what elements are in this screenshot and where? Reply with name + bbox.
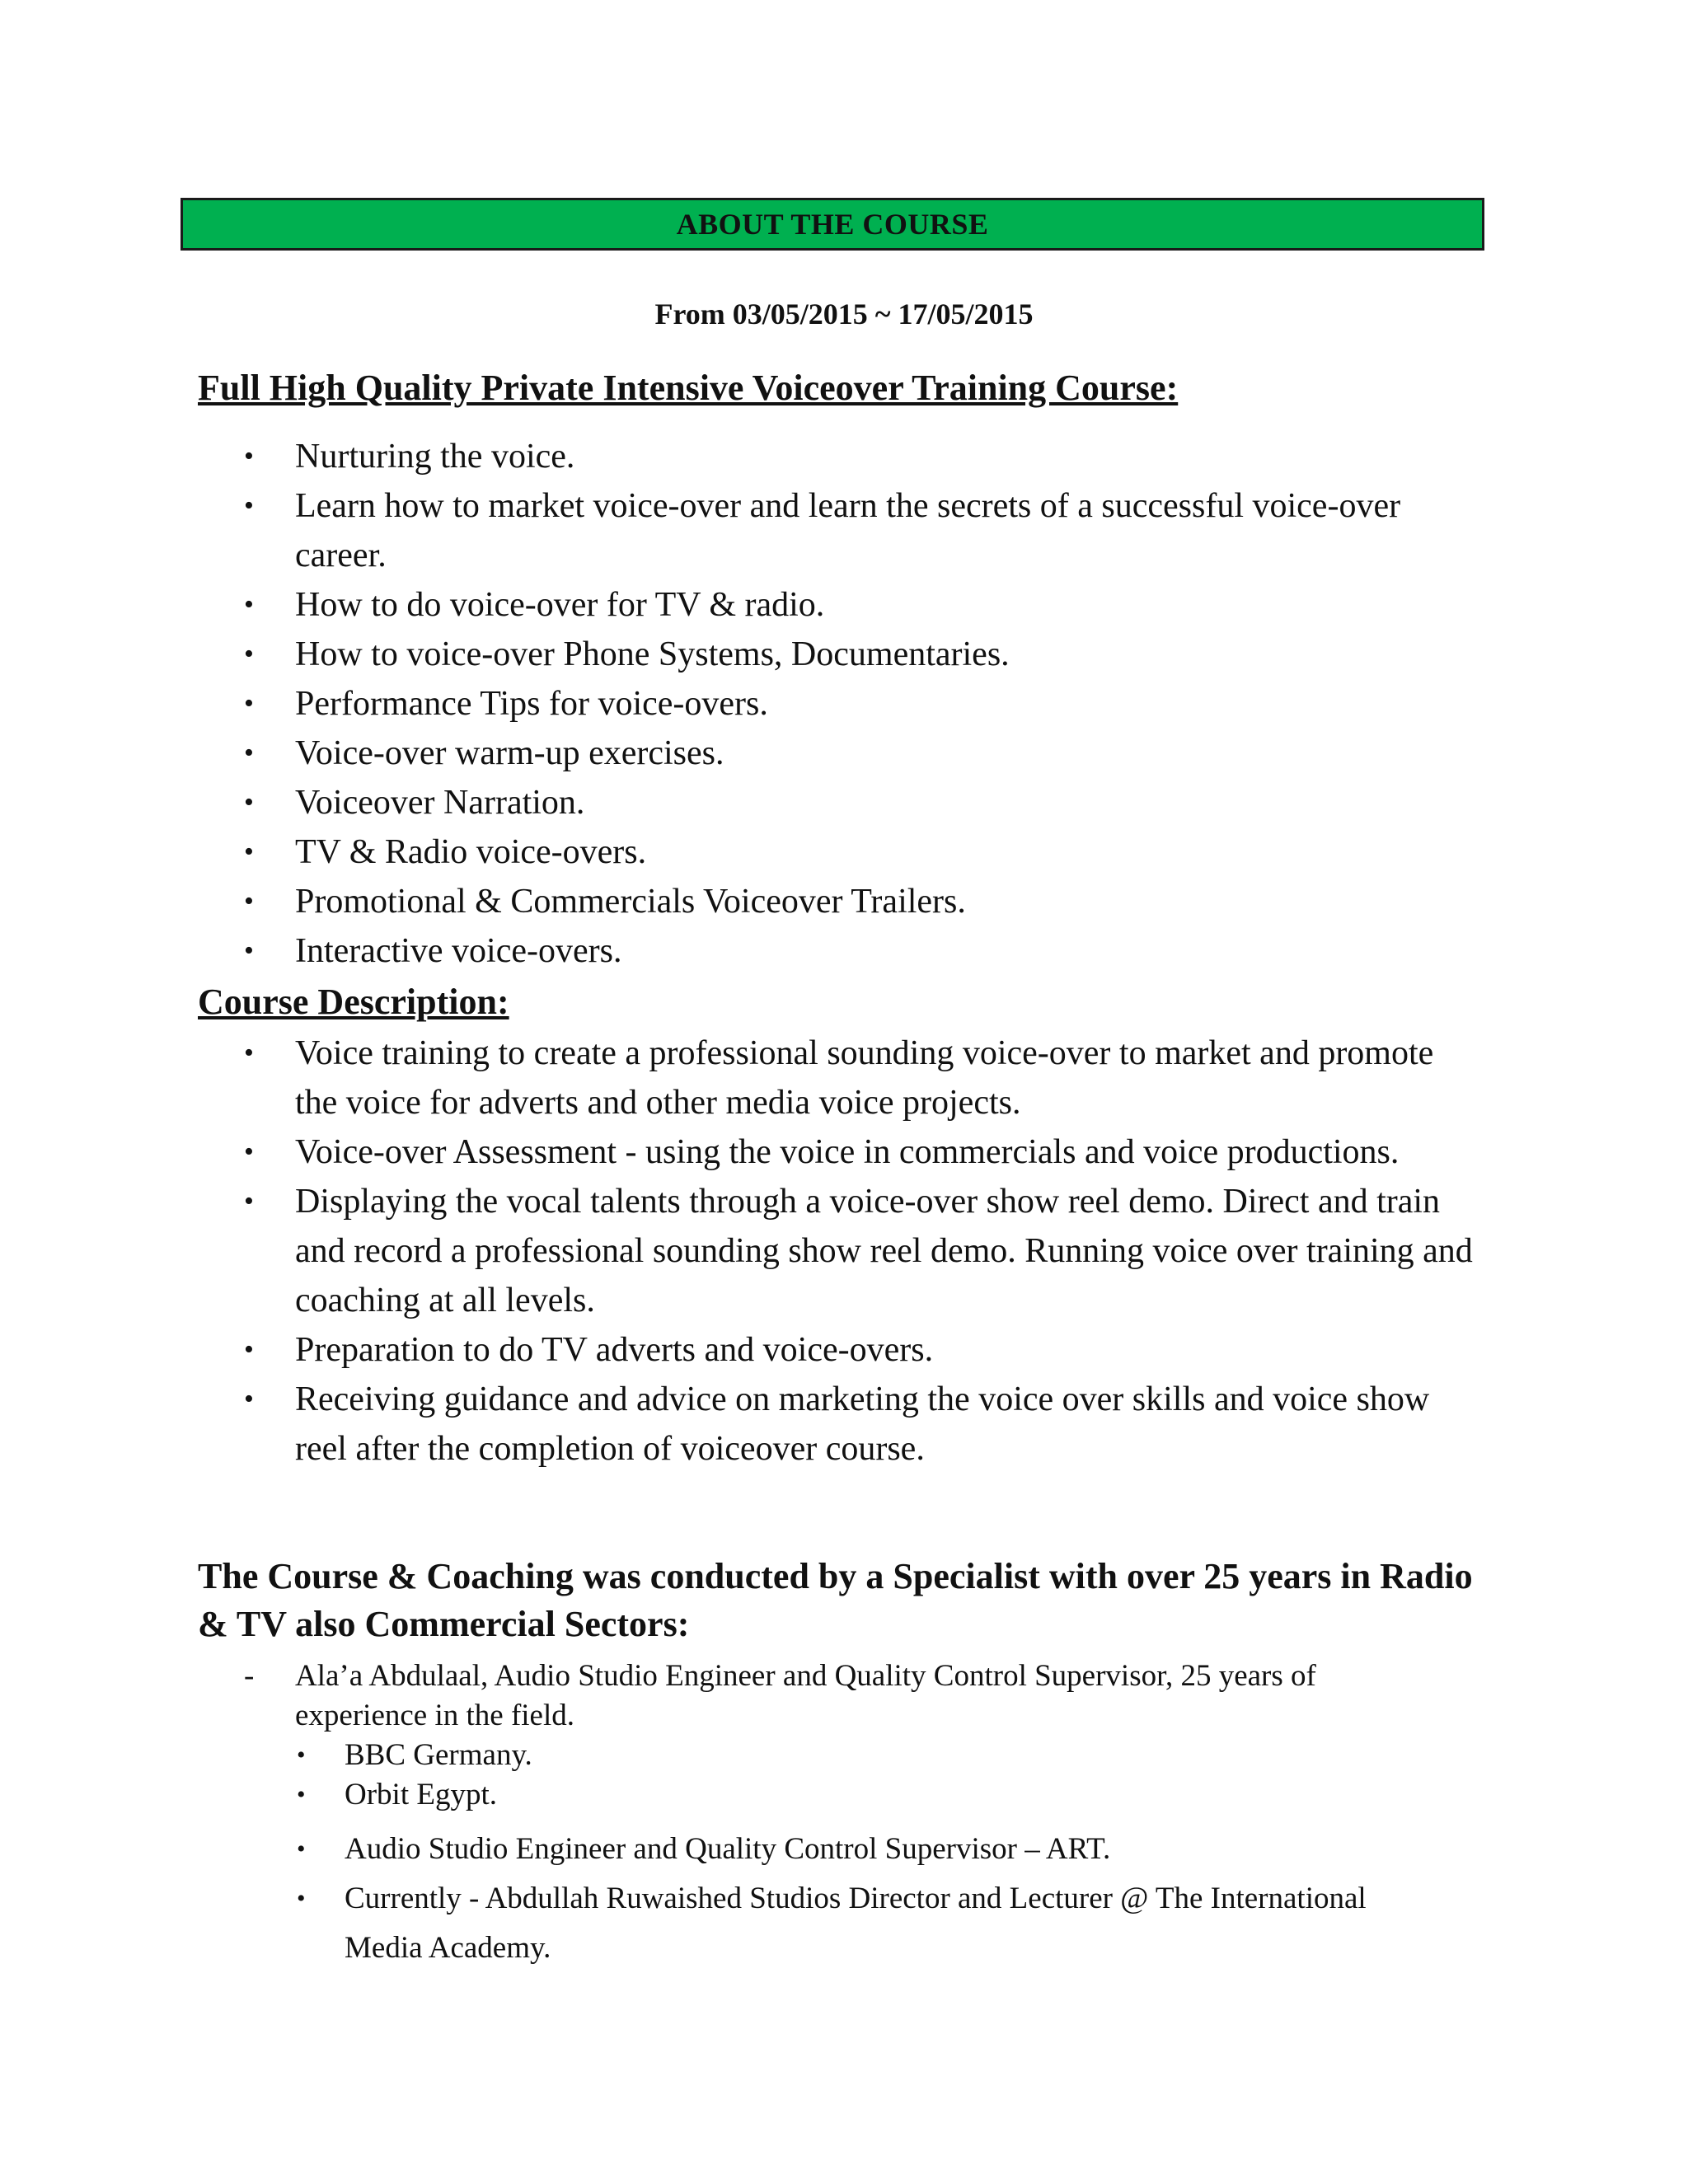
list-item: • Receiving guidance and advice on marketing the voice over skills and voice show reel after the completion of voiceover course.: [0, 1375, 1482, 1474]
bullet-icon: •: [244, 935, 254, 966]
bullet-icon: •: [244, 1186, 254, 1216]
course-date-range: From 03/05/2015 ~ 17/05/2015: [654, 298, 1034, 330]
bullet-icon: •: [244, 1384, 254, 1414]
bullet-icon: •: [244, 738, 254, 768]
list-item: • Voice-over warm-up exercises.: [0, 729, 1482, 778]
list-item: • Currently - Abdullah Ruwaished Studios Director and Lecturer @ The International Media Academy.: [0, 1874, 1449, 1973]
list-item: • Voice training to create a professional sounding voice-over to market and promote the voice for adverts and other media voice projects.: [0, 1029, 1482, 1127]
list-item: • Voice-over Assessment - using the voice in commercials and voice productions.: [0, 1127, 1482, 1177]
bullet-icon: •: [244, 787, 254, 818]
section-banner: [181, 198, 1484, 251]
list-item: • TV & Radio voice-overs.: [0, 827, 1482, 877]
bullet-icon: •: [244, 837, 254, 867]
bullet-icon: •: [244, 441, 254, 471]
list-item: • Audio Studio Engineer and Quality Control Supervisor – ART.: [0, 1825, 1449, 1874]
bullet-icon: •: [297, 1741, 306, 1769]
list-item: • Learn how to market voice-over and learn the secrets of a successful voice-over career.: [0, 481, 1482, 580]
specialist-entry: - Ala’a Abdulaal, Audio Studio Engineer and Quality Control Supervisor, 25 years of experience in the field.: [295, 1657, 1416, 1736]
bullet-icon: •: [244, 1334, 254, 1365]
bullet-icon: •: [244, 639, 254, 669]
training-heading: Full High Quality Private Intensive Voiceover Training Course:: [198, 368, 1179, 408]
dash-bullet-icon: -: [244, 1659, 255, 1693]
bullet-icon: •: [297, 1781, 306, 1808]
list-item: • BBC Germany.: [0, 1736, 1449, 1775]
bullet-icon: •: [244, 490, 254, 521]
specialist-heading: The Course & Coaching was conducted by a Specialist with over 25 years in Radio & TV also Commercial Sectors:: [198, 1556, 1473, 1644]
bullet-icon: •: [244, 1038, 254, 1068]
bullet-icon: •: [244, 886, 254, 916]
list-item: • Promotional & Commercials Voiceover Trailers.: [0, 877, 1482, 926]
list-item: • How to voice-over Phone Systems, Documentaries.: [0, 630, 1482, 679]
specialist-experience-list: [0, 1736, 1449, 1973]
description-heading: Course Description:: [198, 982, 509, 1022]
bullet-icon: •: [244, 1137, 254, 1167]
list-item: • Orbit Egypt.: [0, 1775, 1449, 1815]
list-item: • Nurturing the voice.: [0, 432, 1482, 481]
course-description-list: [0, 1029, 1482, 1474]
list-item: • Voiceover Narration.: [0, 778, 1482, 827]
list-item: • Preparation to do TV adverts and voice-overs.: [0, 1325, 1482, 1375]
bullet-icon: •: [244, 589, 254, 620]
training-topics-list: [0, 432, 1482, 976]
bullet-icon: •: [297, 1835, 306, 1863]
bullet-icon: •: [297, 1885, 306, 1912]
list-item: • Interactive voice-overs.: [0, 926, 1482, 976]
bullet-icon: •: [244, 688, 254, 719]
list-item: • Displaying the vocal talents through a voice-over show reel demo. Direct and train and record a professional sounding show reel demo. Running voice over training and coaching at all levels.: [0, 1177, 1482, 1325]
list-item: • Performance Tips for voice-overs.: [0, 679, 1482, 729]
banner-title: ABOUT THE COURSE: [676, 208, 989, 241]
list-item: • How to do voice-over for TV & radio.: [0, 580, 1482, 630]
